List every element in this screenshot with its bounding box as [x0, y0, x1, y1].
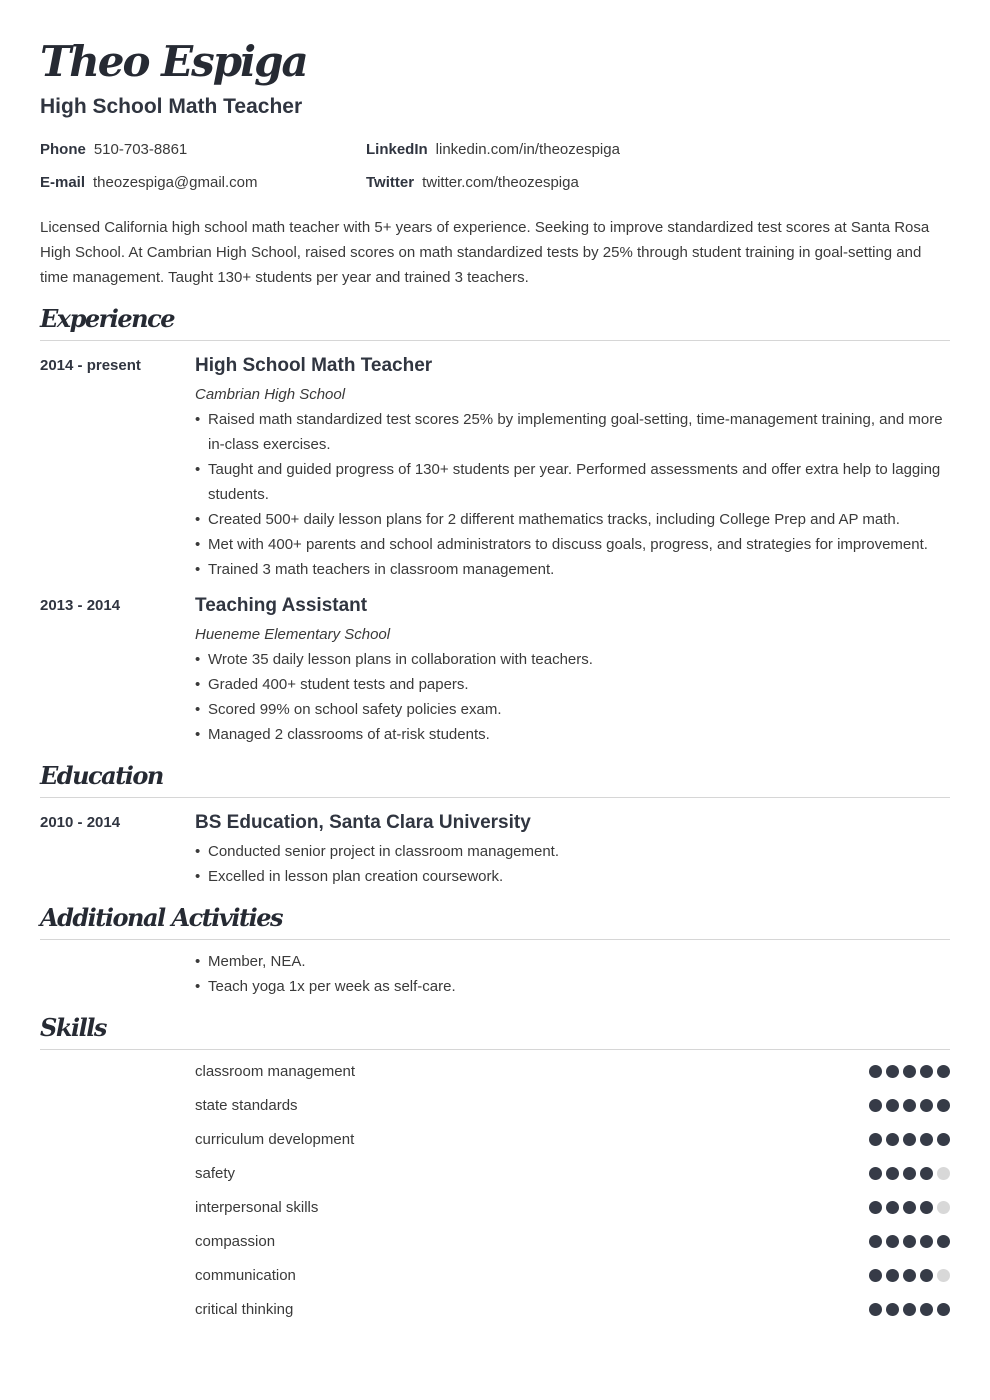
- rating-dot-filled-icon: [903, 1167, 916, 1180]
- twitter-label: Twitter: [366, 174, 415, 191]
- twitter-value[interactable]: twitter.com/theozespiga: [422, 174, 579, 191]
- rating-dot-filled-icon: [886, 1269, 899, 1282]
- skill-rating: [869, 1099, 950, 1112]
- rating-dot-filled-icon: [937, 1065, 950, 1078]
- contact-email: [40, 173, 258, 193]
- section-heading-skills: [40, 1013, 950, 1050]
- rating-dot-filled-icon: [869, 1065, 882, 1078]
- skill-rating: [869, 1235, 950, 1248]
- activities-heading-text: Additional Activities: [40, 903, 282, 932]
- job-organization: Cambrian High School: [195, 386, 346, 403]
- skill-row: [195, 1130, 950, 1150]
- rating-dot-filled-icon: [903, 1269, 916, 1282]
- rating-dot-empty-icon: [937, 1269, 950, 1282]
- rating-dot-filled-icon: [886, 1133, 899, 1146]
- rating-dot-filled-icon: [886, 1201, 899, 1214]
- rating-dot-filled-icon: [886, 1099, 899, 1112]
- rating-dot-filled-icon: [869, 1303, 882, 1316]
- phone-label: Phone: [40, 141, 86, 158]
- rating-dot-filled-icon: [886, 1235, 899, 1248]
- job-bullet: • Taught and guided progress of 130+ students per year. Performed assessments and offer extra help to lagging students.: [195, 457, 950, 507]
- candidate-name: Theo Espiga: [40, 37, 307, 86]
- rating-dot-filled-icon: [937, 1099, 950, 1112]
- education-bullet: • Excelled in lesson plan creation coursework.: [195, 864, 950, 889]
- job-bullet: • Scored 99% on school safety policies exam.: [195, 697, 950, 722]
- job-bullets: [195, 647, 950, 747]
- rating-dot-filled-icon: [869, 1133, 882, 1146]
- candidate-title: High School Math Teacher: [40, 95, 303, 118]
- skill-name: interpersonal skills: [195, 1199, 319, 1216]
- job-bullet: • Trained 3 math teachers in classroom management.: [195, 557, 950, 582]
- rating-dot-filled-icon: [903, 1235, 916, 1248]
- degree-title: BS Education, Santa Clara University: [195, 812, 531, 833]
- rating-dot-filled-icon: [920, 1303, 933, 1316]
- rating-dot-filled-icon: [903, 1065, 916, 1078]
- skill-rating: [869, 1201, 950, 1214]
- section-heading-education: [40, 761, 950, 798]
- activity-bullet: • Teach yoga 1x per week as self-care.: [195, 974, 950, 999]
- rating-dot-filled-icon: [920, 1133, 933, 1146]
- education-heading-text: Education: [40, 761, 163, 790]
- skill-rating: [869, 1133, 950, 1146]
- job-bullet: • Managed 2 classrooms of at-risk students.: [195, 722, 950, 747]
- rating-dot-filled-icon: [869, 1235, 882, 1248]
- skill-row: [195, 1164, 950, 1184]
- job-dates: 2014 - present: [40, 357, 141, 374]
- rating-dot-filled-icon: [920, 1099, 933, 1112]
- job-dates: 2013 - 2014: [40, 597, 121, 614]
- skill-row: [195, 1062, 950, 1082]
- skill-name: critical thinking: [195, 1301, 294, 1318]
- section-heading-experience: [40, 304, 950, 341]
- skill-name: safety: [195, 1165, 236, 1182]
- rating-dot-filled-icon: [886, 1303, 899, 1316]
- rating-dot-filled-icon: [920, 1167, 933, 1180]
- rating-dot-filled-icon: [869, 1099, 882, 1112]
- rating-dot-filled-icon: [920, 1235, 933, 1248]
- rating-dot-filled-icon: [869, 1167, 882, 1180]
- skill-rating: [869, 1269, 950, 1282]
- job-bullet: • Met with 400+ parents and school administrators to discuss goals, progress, and strategies for improvement.: [195, 532, 950, 557]
- rating-dot-filled-icon: [903, 1303, 916, 1316]
- job-bullet: • Created 500+ daily lesson plans for 2 different mathematics tracks, including College Prep and AP math.: [195, 507, 950, 532]
- education-dates: 2010 - 2014: [40, 814, 121, 831]
- rating-dot-filled-icon: [869, 1201, 882, 1214]
- skill-row: [195, 1300, 950, 1320]
- section-heading-activities: [40, 903, 950, 940]
- skill-name: compassion: [195, 1233, 276, 1250]
- rating-dot-filled-icon: [920, 1201, 933, 1214]
- job-bullet: • Raised math standardized test scores 25% by implementing goal-setting, time-management training, and more in-class exercises.: [195, 407, 950, 457]
- skill-rating: [869, 1167, 950, 1180]
- skill-row: [195, 1266, 950, 1286]
- skill-row: [195, 1198, 950, 1218]
- rating-dot-filled-icon: [903, 1201, 916, 1214]
- skill-rating: [869, 1303, 950, 1316]
- linkedin-value[interactable]: linkedin.com/in/theozespiga: [435, 141, 620, 158]
- contact-phone: [40, 140, 187, 160]
- skill-name: classroom management: [195, 1063, 356, 1080]
- job-bullets: [195, 407, 950, 582]
- rating-dot-filled-icon: [937, 1235, 950, 1248]
- skill-name: communication: [195, 1267, 296, 1284]
- skill-rating: [869, 1065, 950, 1078]
- job-bullet: • Wrote 35 daily lesson plans in collaboration with teachers.: [195, 647, 950, 672]
- email-label: E-mail: [40, 174, 86, 191]
- rating-dot-empty-icon: [937, 1167, 950, 1180]
- experience-heading-text: Experience: [40, 304, 175, 333]
- contact-linkedin: [366, 140, 620, 160]
- rating-dot-filled-icon: [937, 1133, 950, 1146]
- email-value[interactable]: theozespiga@gmail.com: [93, 174, 258, 191]
- rating-dot-filled-icon: [903, 1099, 916, 1112]
- rating-dot-filled-icon: [869, 1269, 882, 1282]
- rating-dot-filled-icon: [886, 1167, 899, 1180]
- activity-bullet: • Member, NEA.: [195, 949, 950, 974]
- skill-name: state standards: [195, 1097, 298, 1114]
- linkedin-label: LinkedIn: [366, 141, 428, 158]
- rating-dot-filled-icon: [886, 1065, 899, 1078]
- job-organization: Hueneme Elementary School: [195, 626, 391, 643]
- activities-bullets: [195, 949, 950, 999]
- job-title: High School Math Teacher: [195, 355, 433, 376]
- education-bullets: [195, 839, 950, 889]
- skills-heading-text: Skills: [40, 1013, 106, 1042]
- phone-value: 510-703-8861: [93, 141, 188, 158]
- rating-dot-filled-icon: [920, 1065, 933, 1078]
- skill-row: [195, 1096, 950, 1116]
- rating-dot-filled-icon: [903, 1133, 916, 1146]
- rating-dot-filled-icon: [920, 1269, 933, 1282]
- rating-dot-filled-icon: [937, 1303, 950, 1316]
- skill-row: [195, 1232, 950, 1252]
- contact-twitter: [366, 173, 579, 193]
- education-bullet: • Conducted senior project in classroom management.: [195, 839, 950, 864]
- summary-paragraph: Licensed California high school math teacher with 5+ years of experience. Seeking to improve standardized test scores at Santa Rosa High School. At Cambrian High School, raised scores on math standardized tests by 25% through student training in goal-setting and time management. Taught 130+ students per year and trained 3 teachers.: [40, 219, 930, 286]
- skill-name: curriculum development: [195, 1131, 355, 1148]
- job-title: Teaching Assistant: [195, 595, 368, 616]
- job-bullet: • Graded 400+ student tests and papers.: [195, 672, 950, 697]
- rating-dot-empty-icon: [937, 1201, 950, 1214]
